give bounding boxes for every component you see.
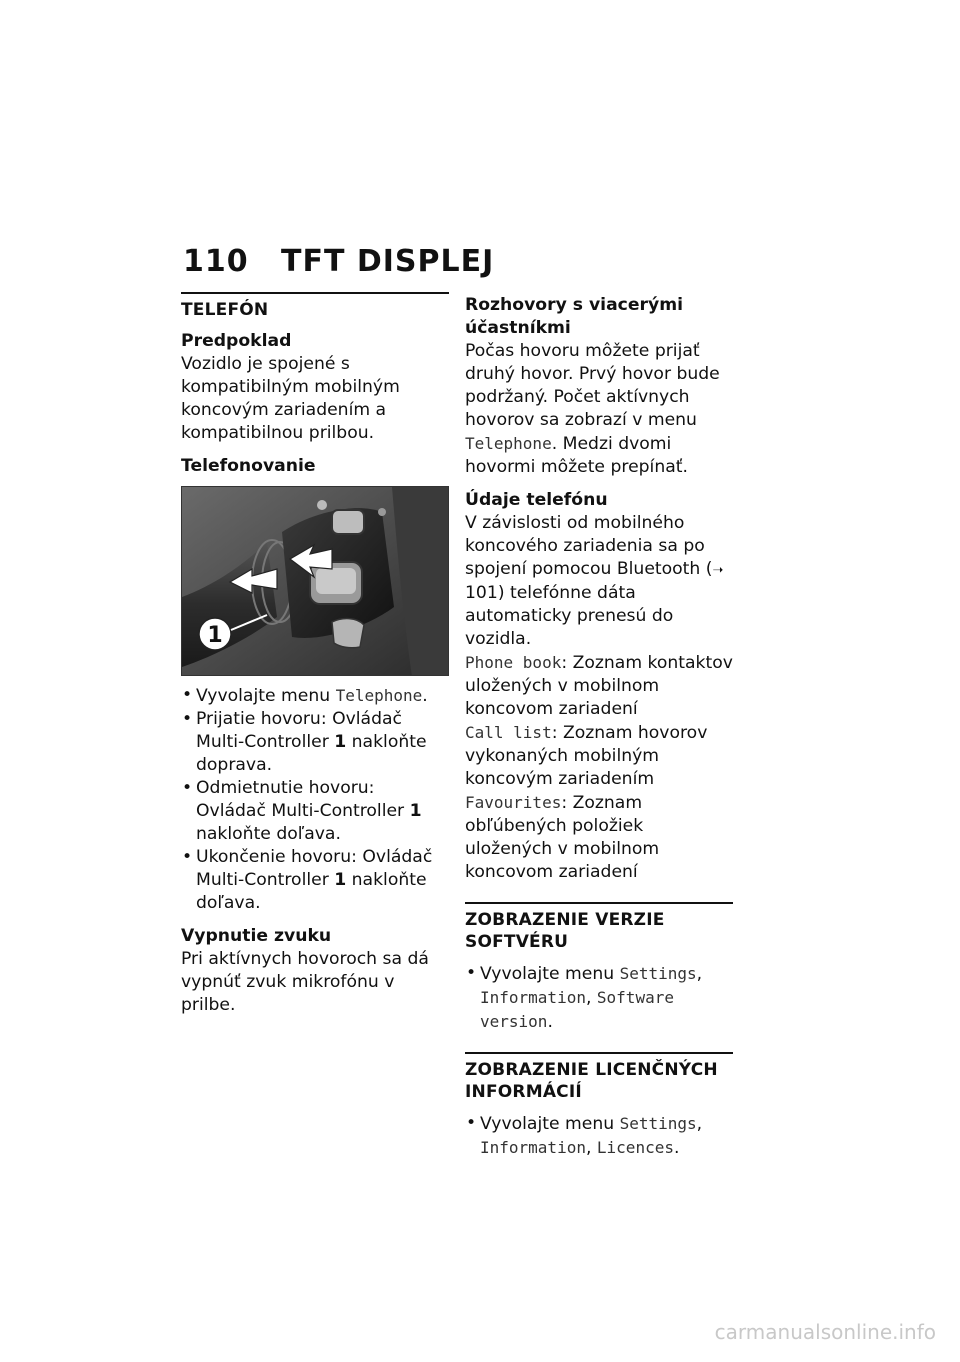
- licence-steps: [465, 1112, 733, 1160]
- text-predpoklad: Vozidlo je spojené s kompatibilným mobilným koncovým zariadením a kompatibilnou prilbou.: [181, 354, 400, 443]
- step-odmietnutie: • Odmietnutie hovoru: Ovládač Multi-Controller 1 nakloňte doľava.: [181, 777, 449, 846]
- section-title-telefon: TELEFÓN: [181, 300, 269, 320]
- text-rozhovory: Počas hovoru môžete prijať druhý hovor. Prvý hovor bude podržaný. Počet aktívnych hovorov sa zobrazí v menu Telephone. Medzi dvomi hovormi môžete prepínať.: [465, 341, 720, 477]
- heading-vypnutie: Vypnutie zvuku: [181, 926, 332, 946]
- step-software-version: • Vyvolajte menu Settings, Information, Software version.: [465, 962, 733, 1034]
- step-prijatie: • Prijatie hovoru: Ovládač Multi-Controller 1 nakloňte doprava.: [181, 708, 449, 777]
- handlebar-controller-figure: [181, 486, 449, 676]
- telefon-steps: [181, 684, 449, 915]
- heading-udaje: Údaje telefónu: [465, 490, 608, 510]
- right-column: [465, 294, 733, 1170]
- software-steps: [465, 962, 733, 1034]
- step-licences: • Vyvolajte menu Settings, Information, Licences.: [465, 1112, 733, 1160]
- left-column: [181, 292, 449, 1027]
- page-number: 110: [183, 244, 249, 279]
- handlebar-illustration: [182, 487, 449, 676]
- section-title-licence: ZOBRAZENIE LICENČNÝCH INFORMÁCIÍ: [465, 1060, 718, 1102]
- section-rule: [465, 1052, 733, 1054]
- chapter-title: TFT DISPLEJ: [281, 244, 495, 279]
- entry-favourites: Favourites: Zoznam obľúbených položiek uložených v mobilnom koncovom zariadení: [465, 793, 660, 882]
- section-rule: [465, 902, 733, 904]
- page-reference[interactable]: 101: [465, 583, 498, 603]
- heading-telefonovanie: Telefonovanie: [181, 456, 316, 476]
- figure-callout-1: 1: [207, 623, 223, 648]
- page-header: [183, 244, 494, 279]
- text-vypnutie: Pri aktívnych hovoroch sa dá vypnúť zvuk mikrofónu v prilbe.: [181, 949, 429, 1015]
- step-vyvolajte: • Vyvolajte menu Telephone.: [181, 684, 449, 708]
- section-title-software: ZOBRAZENIE VERZIE SOFTVÉRU: [465, 910, 665, 952]
- heading-predpoklad: Predpoklad: [181, 331, 292, 351]
- text-udaje: V závislosti od mobilného koncového zariadenia sa po spojení pomocou Bluetooth (➝ 101) telefónne dáta automaticky prenesú do vozidla.: [465, 513, 724, 649]
- entry-call-list: Call list: Zoznam hovorov vykonaných mobilným koncovým zariadením: [465, 723, 708, 789]
- section-rule: [181, 292, 449, 294]
- heading-rozhovory: Rozhovory s viacerými účastníkmi: [465, 295, 683, 338]
- page-reference-arrow-icon: ➝: [712, 563, 724, 578]
- watermark: carmanualsonline.info: [714, 1320, 936, 1344]
- step-ukoncenie: • Ukončenie hovoru: Ovládač Multi-Controller 1 nakloňte doľava.: [181, 846, 449, 915]
- entry-phone-book: Phone book: Zoznam kontaktov uložených v mobilnom koncovom zariadení: [465, 653, 733, 719]
